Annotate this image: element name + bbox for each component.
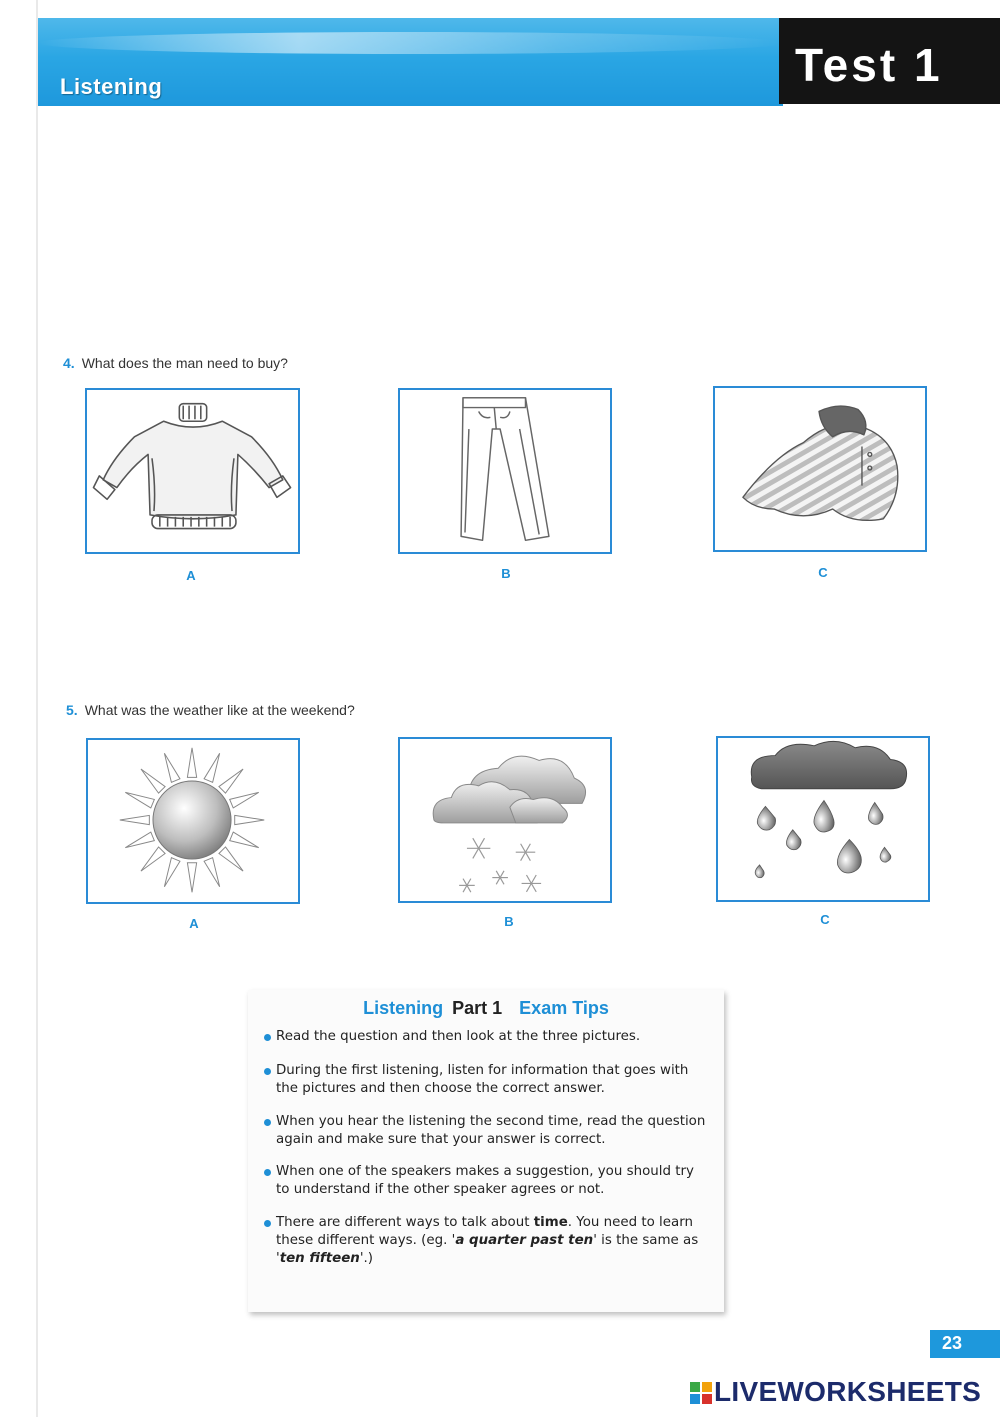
option-4b-label: B xyxy=(501,566,511,581)
option-5c-label: C xyxy=(820,912,830,927)
tip-bold-time: time xyxy=(533,1215,568,1230)
option-4a-picture[interactable] xyxy=(85,388,300,554)
option-4c-picture[interactable] xyxy=(713,386,927,552)
tip-bold-example: a quarter past ten xyxy=(455,1233,594,1248)
test-label-box xyxy=(779,18,1000,104)
tip-item xyxy=(276,1113,706,1149)
snow-cloud-icon xyxy=(400,739,610,901)
tip-item xyxy=(276,1028,706,1046)
page-number xyxy=(930,1330,1000,1358)
bullet-icon xyxy=(264,1068,271,1075)
option-5a-label: A xyxy=(189,916,199,931)
sun-icon xyxy=(88,740,298,902)
tips-title-exam-tips: Exam Tips xyxy=(519,998,609,1018)
question-5 xyxy=(66,702,355,718)
tip-text-part: . You need to learn these different ways. (eg. ' xyxy=(276,1215,693,1248)
tip-item xyxy=(276,1163,706,1199)
tips-title-listening: Listening xyxy=(363,998,444,1018)
question-4 xyxy=(63,355,288,371)
tip-text-part: '.) xyxy=(359,1251,374,1266)
tip-text: When you hear the listening the second time, read the question again and make sure that your answer is correct. xyxy=(276,1114,706,1147)
tip-item xyxy=(276,1214,706,1268)
question-text: What was the weather like at the weekend? xyxy=(84,702,355,718)
question-number: 5. xyxy=(66,702,78,718)
tip-text: When one of the speakers makes a suggestion, you should try to understand if the other speaker agrees or not. xyxy=(276,1164,694,1197)
section-title: Listening xyxy=(60,74,163,99)
trousers-icon xyxy=(400,390,610,552)
page-number-text: 23 xyxy=(942,1333,963,1353)
liveworksheets-logo-icon xyxy=(690,1382,712,1404)
bullet-icon xyxy=(264,1034,271,1041)
option-4c-label: C xyxy=(818,565,828,580)
question-number: 4. xyxy=(63,355,75,371)
question-text: What does the man need to buy? xyxy=(81,355,288,371)
option-5b-picture[interactable] xyxy=(398,737,612,903)
tip-bold-example: ten fifteen xyxy=(279,1251,360,1266)
test-title: Test 1 xyxy=(795,39,943,91)
tip-text-part: ' is the same as ' xyxy=(276,1233,699,1266)
watermark-text: LIVEWORKSHEETS xyxy=(714,1376,982,1407)
option-4a-label: A xyxy=(186,568,196,583)
option-5c-picture[interactable] xyxy=(716,736,930,902)
tips-title-part: Part 1 xyxy=(452,998,503,1018)
bullet-icon xyxy=(264,1220,271,1227)
option-5a-picture[interactable] xyxy=(86,738,300,904)
header-decoration xyxy=(38,32,783,54)
page-edge xyxy=(36,0,38,1417)
sweater-icon xyxy=(87,390,298,552)
tip-text: Read the question and then look at the three pictures. xyxy=(276,1029,641,1044)
section-header xyxy=(38,18,783,106)
tip-text: During the first listening, listen for information that goes with the pictures and then choose the correct answer. xyxy=(276,1063,689,1096)
tip-item xyxy=(276,1062,706,1098)
tip-text-part: There are different ways to talk about xyxy=(276,1215,534,1230)
option-5b-label: B xyxy=(504,914,514,929)
option-4b-picture[interactable] xyxy=(398,388,612,554)
bullet-icon xyxy=(264,1119,271,1126)
tip-text xyxy=(276,1215,698,1266)
rain-cloud-icon xyxy=(718,738,928,900)
striped-shirt-icon xyxy=(715,388,925,550)
exam-tips-title xyxy=(248,998,724,1019)
bullet-icon xyxy=(264,1169,271,1176)
exam-tips-box xyxy=(248,990,724,1312)
